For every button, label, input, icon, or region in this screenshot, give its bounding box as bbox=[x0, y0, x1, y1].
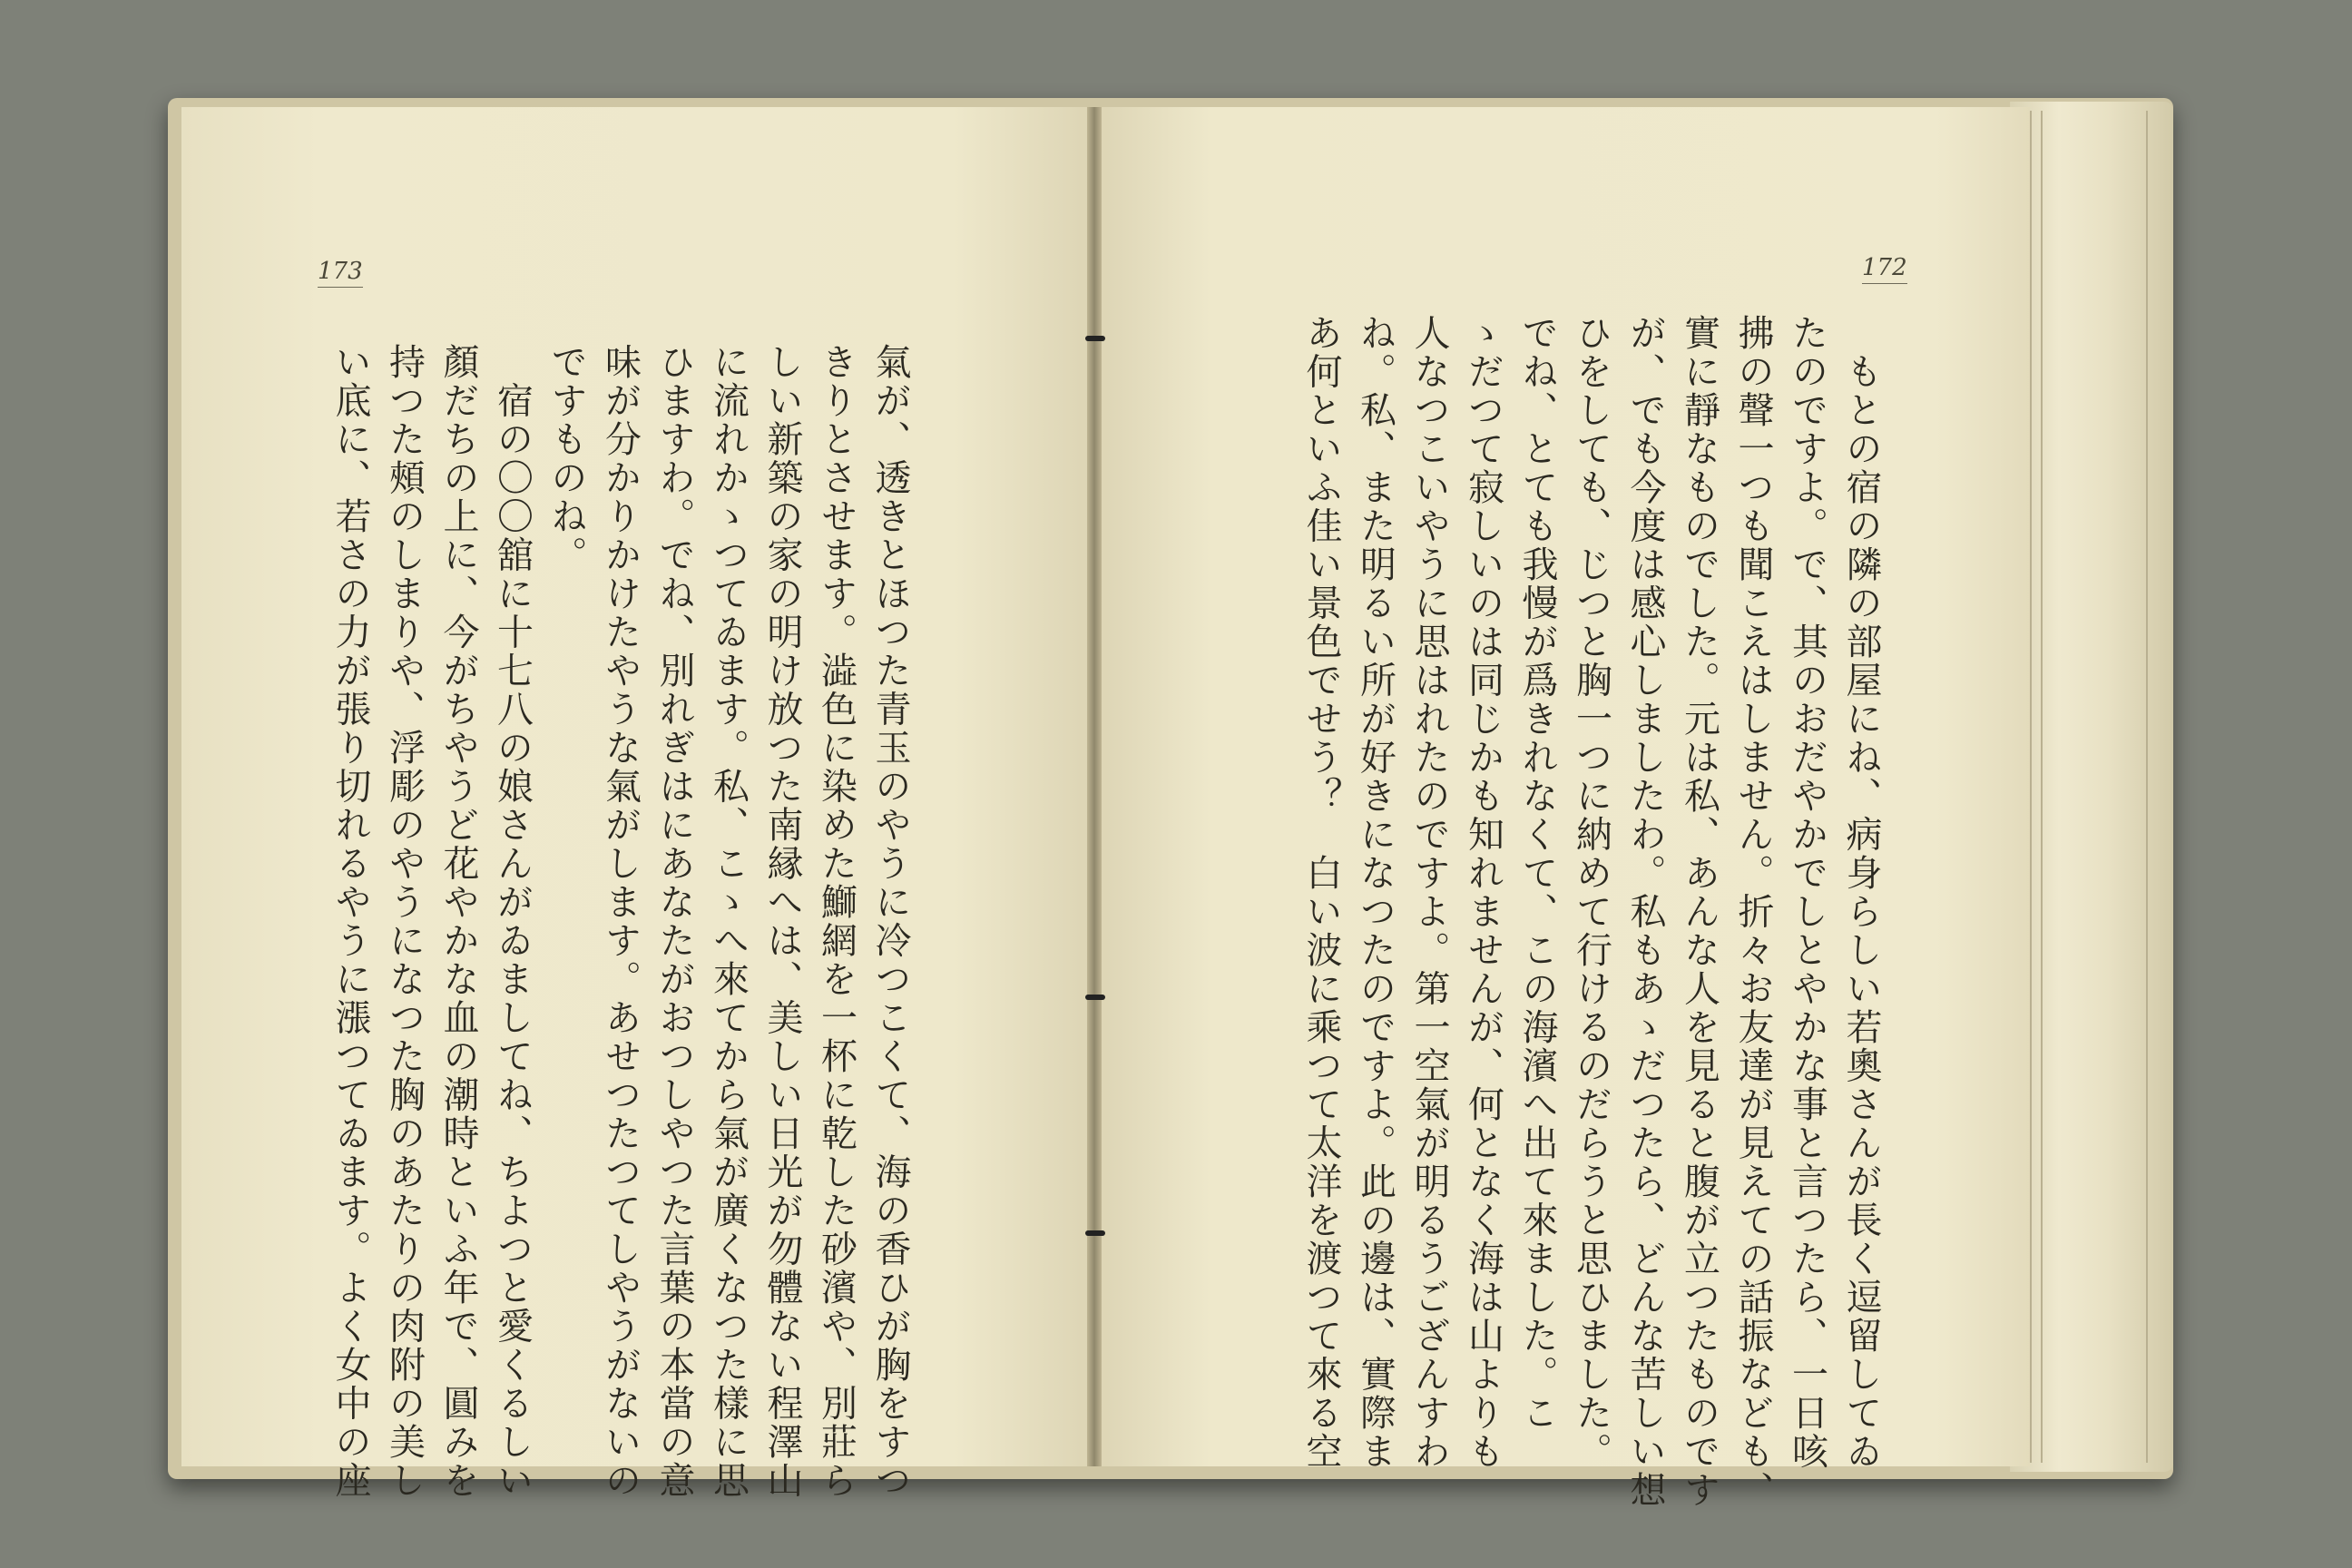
text-line: 氣が、透きとほつた青玉のやうに冷つこくて、海の香ひが胸をすつ bbox=[869, 343, 911, 1500]
text-line: い底に、若さの力が張り切れるやうに漲つてゐます。よく女中の座 bbox=[329, 343, 371, 1500]
text-line: 持つた頰のしまりや、浮彫のやうになつた胸のあたりの肉附の美し bbox=[383, 343, 426, 1500]
binding-stitch bbox=[1085, 995, 1105, 1000]
text-line: たのですよ。で、其のおだやかでしとやかな事と言つたら、一日咳 bbox=[1786, 314, 1828, 1471]
text-line: ね。私、また明るい所が好きになつたのですよ。此の邊は、實際ま bbox=[1354, 314, 1396, 1471]
text-line: ひをしても、じつと胸一つに納めて行けるのだらうと思ひました。 bbox=[1570, 314, 1612, 1471]
text-line: 拂の聲一つも聞こえはしません。折々お友達が見えての話振なども、 bbox=[1732, 314, 1774, 1510]
page-edge-line bbox=[2030, 111, 2032, 1463]
page-edge-line bbox=[2146, 111, 2148, 1463]
book-gutter bbox=[1087, 107, 1102, 1466]
text-line: ひますわ。でね、別れぎはにあなたがおつしやつた言葉の本當の意 bbox=[653, 343, 695, 1500]
text-line: もとの宿の隣の部屋にね、病身らしい若奧さんが長く逗留してゐ bbox=[1840, 314, 1882, 1471]
text-line: 宿の〇〇舘に十七八の娘さんがゐましてね、ちよつと愛くるしい bbox=[491, 343, 534, 1500]
text-line: に流れかゝつてゐます。私、こゝへ來てから氣が廣くなつた樣に思 bbox=[707, 343, 750, 1500]
left-page-number: 173 bbox=[318, 258, 363, 288]
text-line: あ何といふ佳い景色でせう？ 白い波に乘つて太洋を渡つて來る空 bbox=[1300, 314, 1342, 1471]
left-page-text bbox=[318, 343, 916, 1500]
binding-stitch bbox=[1085, 1230, 1105, 1236]
text-line: しい新築の家の明け放つた南縁へは、美しい日光が勿體ない程澤山 bbox=[761, 343, 803, 1500]
text-line: ですものね。 bbox=[545, 343, 587, 574]
text-line: 顏だちの上に、今がちやうど花やかな血の潮時といふ年で、圓みを bbox=[437, 343, 479, 1500]
right-page-number: 172 bbox=[1862, 254, 1907, 284]
binding-stitch bbox=[1085, 336, 1105, 341]
text-line: ゝだつて寂しいのは同じかも知れませんが、何となく海は山よりも bbox=[1462, 314, 1504, 1471]
text-line: 實に靜なものでした。元は私、あんな人を見ると腹が立つたものです bbox=[1678, 314, 1720, 1510]
page-edges bbox=[2010, 102, 2173, 1472]
text-line: 人なつこいやうに思はれたのですよ。第一空氣が明るうござんすわ bbox=[1408, 314, 1450, 1471]
right-page-text bbox=[1284, 314, 1887, 1510]
page-edge-line bbox=[2041, 111, 2043, 1463]
text-line: 味が分かりかけたやうな氣がします。あせつたつてしやうがないの bbox=[599, 343, 642, 1500]
text-line: でね、とても我慢が爲きれなくて、この海濱へ出て來ました。こ bbox=[1516, 314, 1558, 1433]
text-line: きりとさせます。澁色に染めた鰤網を一杯に乾した砂濱や、別莊ら bbox=[815, 343, 858, 1500]
text-line: が、でも今度は感心しましたわ。私もあゝだつたら、どんな苦しい想 bbox=[1624, 314, 1666, 1510]
